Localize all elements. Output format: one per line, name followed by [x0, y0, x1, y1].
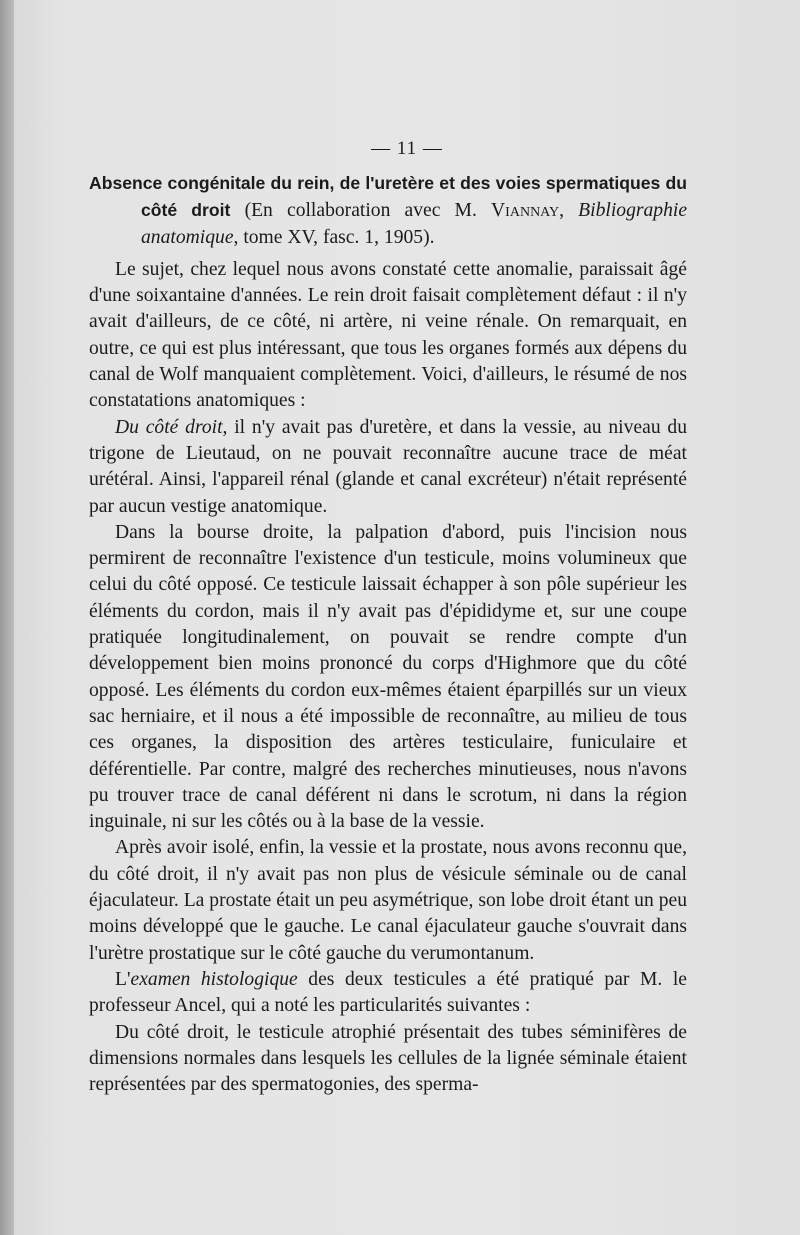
document-page [14, 0, 800, 1235]
heading-title: Absence congénitale du rein, de l'uretère et des voies spermatiques du côté droit [89, 173, 687, 221]
paragraph-2-italic: Du côté droit [115, 416, 223, 438]
paragraph-5-italic: examen histologique [130, 968, 298, 990]
heading-ref-rest: , tome XV, fasc. 1, 1905). [233, 226, 435, 248]
paragraph-5-prefix: L' [115, 968, 131, 990]
paragraph-5 [89, 967, 687, 1020]
paragraph-3: Dans la bourse droite, la palpation d'abord, puis l'incision nous permirent de reconnaître l'existence d'un testicule, moins volumineux que celui du côté opposé. Ce testicule laissait échapper à son pôle supérieur les éléments du cordon, mais il n'y avait pas d'épididyme et, sur une coupe pratiquée longitudinalement, on pouvait se rendre compte d'un développement bien moins prononcé du corps d'Highmore que du côté opposé. Les éléments du cordon eux-mêmes étaient éparpillés sur un vieux sac herniaire, et il nous a été impossible de reconnaître, au milieu de tous ces organes, la disposition des artères testiculaire, funiculaire et déférentielle. Par contre, malgré des recherches minutieuses, nous n'avons pu trouver trace de canal déférent ni dans le scrotum, ni dans la région inguinale, ni sur les côtés ou à la base de la vessie. [89, 521, 687, 833]
paragraph-2-text: , il n'y avait pas d'uretère, et dans la vessie, au niveau du trigone de Lieutaud, on ne pouvait reconnaître aucune trace de méat urétéral. Ainsi, l'appareil rénal (glande et canal excréteur) n'était représenté par aucun vestige anatomique. [89, 416, 687, 517]
page-edge-shadow [0, 0, 14, 1235]
page-number: — 11 — [371, 138, 443, 159]
paragraph-1: Le sujet, chez lequel nous avons constaté cette anomalie, paraissait âgé d'une soixantaine d'années. Le rein droit faisait complètement défaut : il n'y avait d'ailleurs, de ce côté, ni artère, ni veine rénale. On remarquait, en outre, ce qui est plus intéressant, que tous les organes formés aux dépens du canal de Wolf manquaient complètement. Voici, d'ailleurs, le résumé de nos constatations anatomiques : [89, 258, 687, 412]
paragraph-6: Du côté droit, le testicule atrophié présentait des tubes séminifères de dimensions normales dans lesquels les cellules de la lignée séminale étaient représentées par des spermatogonies, des sperma- [89, 1021, 687, 1096]
section-heading: Absence congénitale du rein, de l'uretère et des voies spermatiques du côté droit (En collaboration avec M. Viannay, Bibliographie anatomique, tome XV, fasc. 1, 1905). [89, 173, 688, 248]
heading-ref-open: (En collaboration avec M. [244, 200, 477, 222]
page-body [89, 170, 687, 1098]
paragraph-2 [89, 415, 687, 520]
heading-ref-author: Viannay [491, 200, 560, 222]
paragraph-4: Après avoir isolé, enfin, la vessie et la prostate, nous avons reconnu que, du côté droit, il n'y avait pas non plus de vésicule séminale ou de canal éjaculateur. La prostate était un peu asymétrique, son lobe droit étant un peu moins développé que le gauche. Le canal éjaculateur gauche s'ouvrait dans l'urètre prostatique sur le côté gauche du verumontanum. [89, 837, 687, 964]
paragraph-5-text: des deux testicules a été pratiqué par M. le professeur Ancel, qui a noté les particularités suivantes : [89, 968, 687, 1017]
heading-ref-journal: Bibliographie anatomique [141, 200, 688, 248]
